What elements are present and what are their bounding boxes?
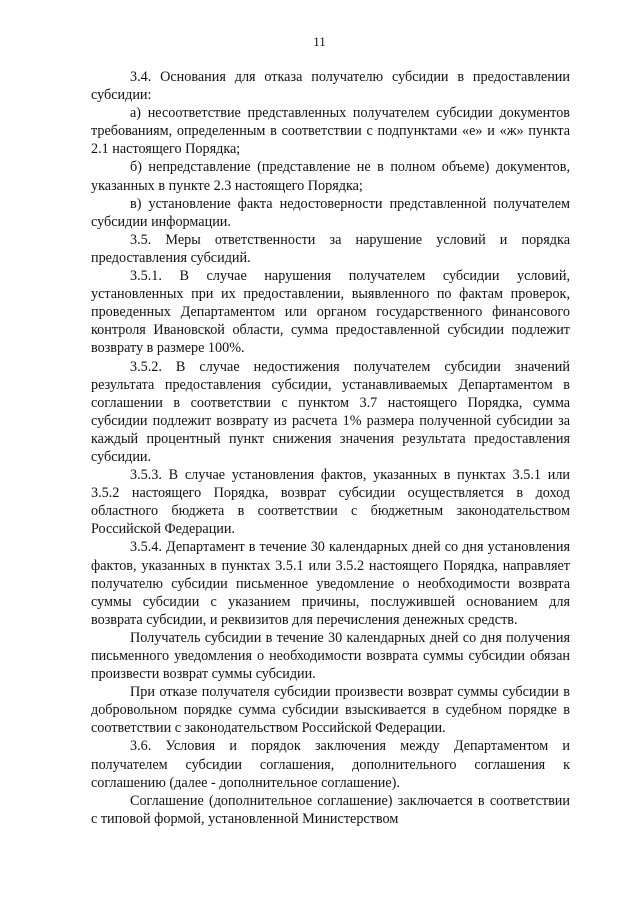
- document-body: [91, 68, 570, 828]
- paragraph-3-5-3: 3.5.3. В случае установления фактов, указанных в пунктах 3.5.1 или 3.5.2 настоящего Порядка, возврат субсидии осуществляется в доход областного бюджета в соответствии с бюджетным законодательством Российской Федерации.: [91, 467, 570, 538]
- page-number: 11: [313, 34, 326, 49]
- paragraph-recipient-return: Получатель субсидии в течение 30 календарных дней со дня получения письменного уведомления о необходимости возврата суммы субсидии обязан произвести возврат суммы субсидии.: [91, 629, 570, 683]
- paragraph-agreement: Соглашение (дополнительное соглашение) заключается в соответствии с типовой формой, установленной Министерством: [91, 792, 570, 827]
- paragraph-3-6: 3.6. Условия и порядок заключения между Департаментом и получателем субсидии соглашения, дополнительного соглашения к соглашению (далее - дополнительное соглашение).: [91, 738, 570, 791]
- paragraph-refusal-recovery: При отказе получателя субсидии произвести возврат суммы субсидии в добровольном порядке сумма субсидии взыскивается в судебном порядке в соответствии с законодательством Российской Федерации.: [91, 684, 570, 737]
- paragraph-3-5-4: 3.5.4. Департамент в течение 30 календарных дней со дня установления фактов, указанных в пунктах 3.5.1 или 3.5.2 настоящего Порядка, направляет получателю субсидии письменное уведомление о необходимости возврата суммы субсидии с указанием причины, послужившей основанием для возврата субсидии, и реквизитов для перечисления денежных средств.: [91, 539, 570, 628]
- paragraph-3-4: 3.4. Основания для отказа получателю субсидии в предоставлении субсидии:: [91, 69, 570, 104]
- paragraph-3-5-2: 3.5.2. В случае недостижения получателем субсидии значений результата предоставления субсидии, устанавливаемых Департаментом в соглашении в соответствии с пунктом 3.7 настоящего Порядка, сумма субсидии подлежит возврату из расчета 1% размера полученной субсидии за каждый процентный пункт снижения значения результата предоставления субсидии.: [91, 358, 570, 465]
- paragraph-3-4-b: б) непредставление (представление не в полном объеме) документов, указанных в пункте 2.3 настоящего Порядка;: [91, 159, 570, 194]
- paragraph-3-4-a: а) несоответствие представленных получателем субсидии документов требованиям, определенным в соответствии с подпунктами «е» и «ж» пункта 2.1 настоящего Порядка;: [91, 105, 570, 158]
- paragraph-3-4-v: в) установление факта недостоверности представленной получателем субсидии информации.: [91, 195, 570, 230]
- paragraph-3-5: 3.5. Меры ответственности за нарушение условий и порядка предоставления субсидий.: [91, 231, 570, 266]
- paragraph-3-5-1: 3.5.1. В случае нарушения получателем субсидии условий, установленных при их предоставлении, выявленного по фактам проверок, проведенных Департаментом или органом государственного финансового контроля Ивановской области, сумма предоставленной субсидии подлежит возврату в размере 100%.: [91, 268, 570, 357]
